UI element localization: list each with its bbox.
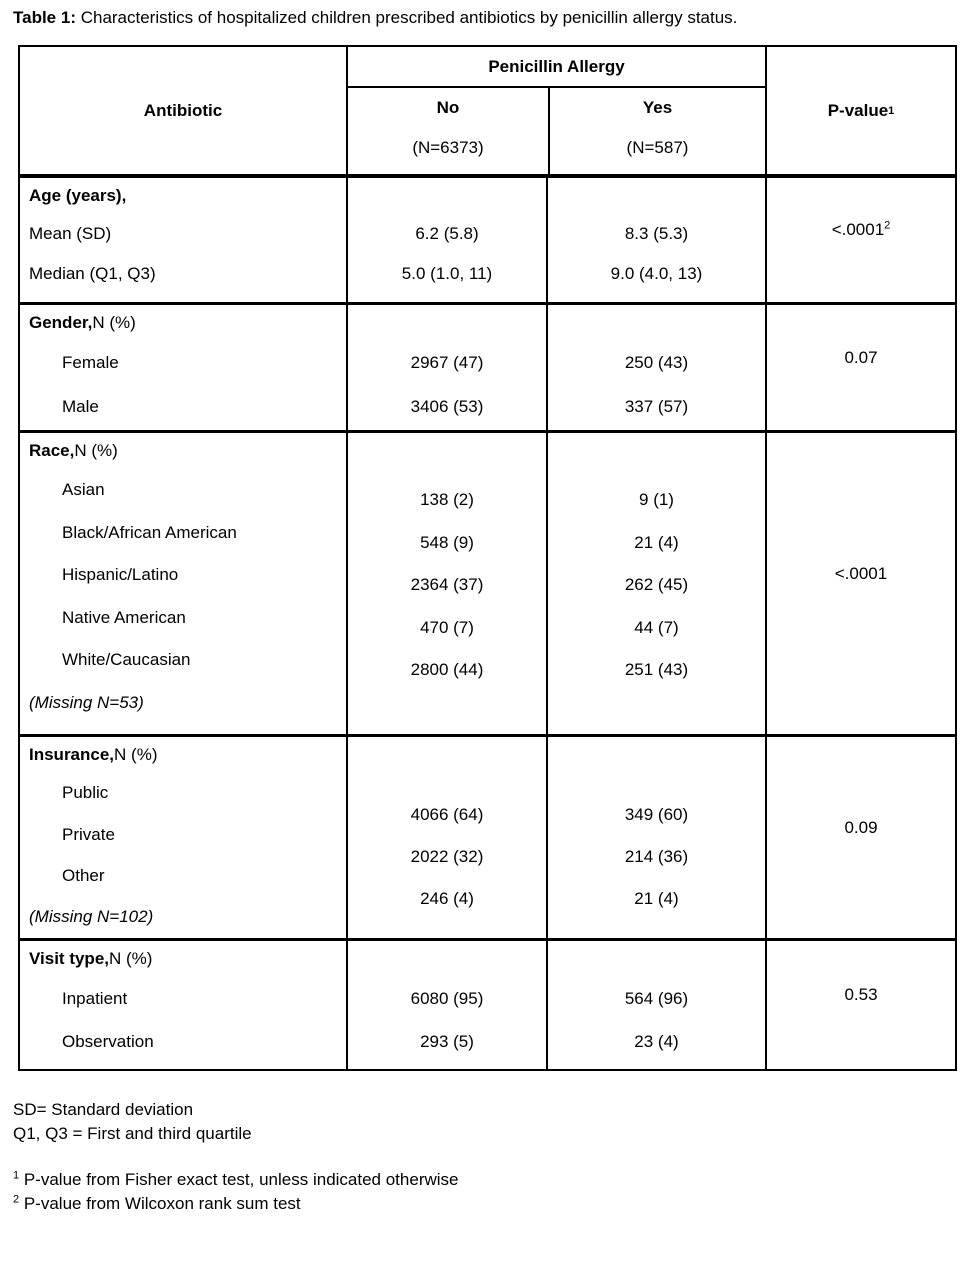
value-no-observation: 293 (5) bbox=[420, 1031, 474, 1051]
race-label-column bbox=[20, 430, 346, 734]
value-yes-male: 337 (57) bbox=[624, 397, 689, 416]
row-label-white: White/Caucasian bbox=[62, 650, 191, 670]
race-header-rest: N (%) bbox=[74, 441, 118, 460]
gender-header-bold: Gender, bbox=[29, 313, 93, 332]
header-no-label: No bbox=[436, 98, 460, 117]
row-label-female: Female bbox=[62, 353, 119, 372]
table-title-label: Table 1: bbox=[13, 8, 76, 27]
gender-pvalue-cell bbox=[765, 302, 955, 430]
insurance-section-header bbox=[20, 737, 346, 772]
row-label-other: Other bbox=[62, 865, 105, 885]
header-penicillin-allergy-group bbox=[346, 47, 765, 174]
visit-no-values bbox=[346, 938, 546, 1069]
row-label-inpatient: Inpatient bbox=[62, 988, 128, 1008]
value-yes-hispanic: 262 (45) bbox=[624, 575, 689, 595]
race-missing-note: (Missing N=53) bbox=[29, 692, 144, 712]
age-no-values bbox=[346, 174, 546, 302]
header-yes-n: (N=587) bbox=[626, 138, 689, 157]
footnote-sd: SD= Standard deviation bbox=[13, 1100, 194, 1119]
insurance-yes-values bbox=[546, 734, 765, 938]
row-label-native: Native American bbox=[62, 607, 186, 627]
insurance-label-column bbox=[20, 734, 346, 938]
value-no-other: 246 (4) bbox=[420, 889, 474, 908]
footnote-2 bbox=[13, 1192, 301, 1216]
race-yes-values bbox=[546, 430, 765, 734]
age-label-column bbox=[20, 174, 346, 302]
visit-pvalue-cell bbox=[765, 938, 955, 1069]
footnote-1-marker: 1 bbox=[13, 1169, 20, 1182]
insurance-missing-note: (Missing N=102) bbox=[29, 907, 154, 927]
insurance-header-bold: Insurance, bbox=[29, 744, 115, 764]
visit-header-rest: N (%) bbox=[109, 949, 153, 968]
insurance-header-rest: N (%) bbox=[114, 744, 158, 764]
gender-label-column bbox=[20, 302, 346, 430]
header-pvalue: P-value 1 bbox=[765, 47, 955, 174]
visit-pvalue: 0.53 bbox=[844, 985, 878, 1004]
value-yes-black: 21 (4) bbox=[634, 532, 679, 552]
age-yes-values bbox=[546, 174, 765, 302]
race-header-bold: Race, bbox=[29, 441, 75, 460]
footnote-2-text: P-value from Wilcoxon rank sum test bbox=[19, 1194, 301, 1213]
age-pvalue-footnote-marker: 2 bbox=[884, 219, 891, 232]
visit-label-column bbox=[20, 938, 346, 1069]
header-yes-column bbox=[548, 88, 765, 174]
header-pvalue-label: P-value bbox=[827, 100, 889, 120]
row-label-asian: Asian bbox=[62, 480, 105, 500]
value-yes-mean: 8.3 (5.3) bbox=[624, 224, 689, 243]
row-label-male: Male bbox=[62, 397, 99, 416]
gender-no-values bbox=[346, 302, 546, 430]
value-no-black: 548 (9) bbox=[420, 532, 474, 552]
value-no-white: 2800 (44) bbox=[410, 660, 484, 680]
header-group-label bbox=[348, 47, 765, 88]
row-label-hispanic: Hispanic/Latino bbox=[62, 565, 179, 585]
value-yes-inpatient: 564 (96) bbox=[624, 988, 689, 1008]
value-no-mean: 6.2 (5.8) bbox=[415, 224, 479, 243]
gender-section-header bbox=[20, 305, 346, 341]
race-pvalue-cell bbox=[765, 430, 955, 734]
penicillin-allergy-label: Penicillin Allergy bbox=[488, 56, 625, 76]
gender-yes-values bbox=[546, 302, 765, 430]
row-label-observation: Observation bbox=[62, 1031, 154, 1051]
race-section-header bbox=[20, 433, 346, 469]
value-yes-native: 44 (7) bbox=[634, 617, 679, 637]
header-subcolumns bbox=[348, 88, 765, 174]
insurance-pvalue-cell bbox=[765, 734, 955, 938]
value-yes-asian: 9 (1) bbox=[639, 490, 674, 510]
age-section-header bbox=[20, 178, 346, 214]
value-yes-public: 349 (60) bbox=[624, 805, 689, 824]
visit-header-bold: Visit type, bbox=[29, 949, 109, 968]
value-no-inpatient: 6080 (95) bbox=[410, 988, 484, 1008]
footnote-quartile: Q1, Q3 = First and third quartile bbox=[13, 1124, 252, 1143]
insurance-no-values bbox=[346, 734, 546, 938]
value-yes-other: 21 (4) bbox=[634, 889, 679, 908]
gender-header-rest: N (%) bbox=[92, 313, 136, 332]
value-no-median: 5.0 (1.0, 11) bbox=[401, 264, 493, 283]
header-no-n: (N=6373) bbox=[412, 138, 484, 157]
age-pvalue-text: <.0001 bbox=[831, 220, 885, 239]
value-yes-white: 251 (43) bbox=[624, 660, 689, 680]
value-no-asian: 138 (2) bbox=[420, 490, 474, 510]
race-pvalue: <.0001 bbox=[834, 563, 888, 583]
age-header-bold: Age (years), bbox=[29, 186, 127, 205]
value-no-hispanic: 2364 (37) bbox=[410, 575, 484, 595]
footnote-1-text: P-value from Fisher exact test, unless indicated otherwise bbox=[19, 1170, 459, 1189]
age-pvalue-cell bbox=[765, 174, 955, 302]
footnote-2-marker: 2 bbox=[13, 1193, 20, 1206]
header-yes-label: Yes bbox=[642, 98, 673, 117]
header-antibiotic bbox=[20, 47, 346, 174]
age-pvalue bbox=[832, 220, 891, 240]
value-no-public: 4066 (64) bbox=[410, 805, 484, 824]
footnote-1 bbox=[13, 1168, 459, 1192]
race-no-values bbox=[346, 430, 546, 734]
visit-yes-values bbox=[546, 938, 765, 1069]
table-title-text: Characteristics of hospitalized children prescribed antibiotics by penicillin allergy status. bbox=[75, 8, 738, 27]
row-label-mean: Mean (SD) bbox=[29, 224, 112, 243]
row-label-private: Private bbox=[62, 824, 115, 844]
value-yes-female: 250 (43) bbox=[624, 353, 689, 372]
visit-section-header bbox=[20, 941, 346, 977]
header-no-column bbox=[348, 88, 548, 174]
value-no-private: 2022 (32) bbox=[410, 847, 484, 866]
characteristics-table bbox=[18, 45, 957, 1071]
value-yes-private: 214 (36) bbox=[624, 847, 689, 866]
header-antibiotic-label: Antibiotic bbox=[143, 100, 223, 120]
value-no-male: 3406 (53) bbox=[410, 397, 484, 416]
table-title bbox=[13, 6, 737, 30]
insurance-pvalue: 0.09 bbox=[844, 817, 878, 837]
gender-pvalue: 0.07 bbox=[844, 347, 878, 367]
value-no-female: 2967 (47) bbox=[410, 353, 484, 372]
row-label-public: Public bbox=[62, 783, 109, 803]
value-no-native: 470 (7) bbox=[420, 617, 474, 637]
row-label-median: Median (Q1, Q3) bbox=[29, 264, 156, 283]
value-yes-median: 9.0 (4.0, 13) bbox=[610, 264, 703, 283]
row-label-black: Black/African American bbox=[62, 522, 237, 542]
value-yes-observation: 23 (4) bbox=[634, 1031, 679, 1051]
